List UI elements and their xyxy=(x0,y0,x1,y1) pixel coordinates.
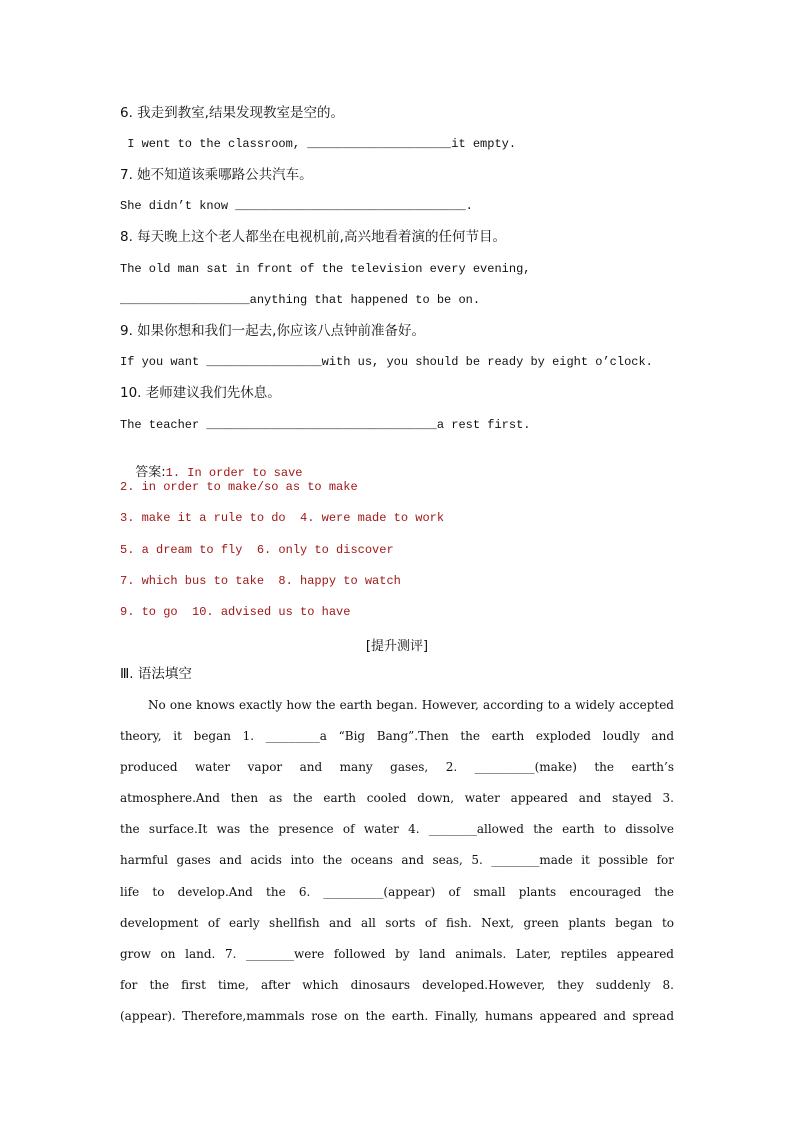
question-9-chinese: 9. 如果你想和我们一起去,你应该八点钟前准备好。 xyxy=(120,323,425,339)
question-8-english-line1: The old man sat in front of the television every evening, xyxy=(120,262,531,276)
passage-row: life to develop.And the 6. __________(appear) of small plants encouraged the xyxy=(120,884,674,899)
section-heading: [提升测评] xyxy=(365,639,429,654)
answer-line-5: 7. which bus to take 8. happy to watch xyxy=(120,574,401,588)
question-7-chinese: 7. 她不知道该乘哪路公共汽车。 xyxy=(120,167,313,183)
answer-text-1: 1. In order to save xyxy=(165,466,303,480)
passage-row: the surface.It was the presence of water 4. ________allowed the earth to dissolve xyxy=(120,822,674,837)
question-8-english-line2: __________________anything that happened to be on. xyxy=(120,293,481,307)
answer-line-3: 3. make it a rule to do 4. were made to work xyxy=(120,511,445,525)
passage-row: (appear). Therefore,mammals rose on the earth. Finally, humans appeared and spread xyxy=(120,1008,674,1023)
passage xyxy=(120,690,674,1032)
passage-row: No one knows exactly how the earth began. However, according to a widely accepted xyxy=(148,698,674,712)
section-title: Ⅲ. 语法填空 xyxy=(120,666,192,682)
passage-row: grow on land. 7. ________were followed by land animals. Later, reptiles appeared xyxy=(120,946,674,961)
passage-row: theory, it began 1. _________a “Big Bang”.Then the earth exploded loudly and xyxy=(120,729,674,744)
answer-label: 答案: xyxy=(135,465,166,480)
answer-line-2: 2. in order to make/so as to make xyxy=(120,480,358,494)
passage-row: for the first time, after which dinosaurs developed.However, they suddenly 8. xyxy=(120,977,674,992)
question-6-english: I went to the classroom, ____________________it empty. xyxy=(120,137,517,151)
question-7-english: She didn’t know ________________________________. xyxy=(120,199,473,213)
question-9-english: If you want ________________with us, you should be ready by eight o’clock. xyxy=(120,355,653,369)
passage-row: development of early shellfish and all sorts of fish. Next, green plants began to xyxy=(120,915,674,930)
question-10-english: The teacher ________________________________a rest first. xyxy=(120,418,531,432)
answer-line-6: 9. to go 10. advised us to have xyxy=(120,605,351,619)
question-10-chinese: 10. 老师建议我们先休息。 xyxy=(120,385,281,401)
answer-line-4: 5. a dream to fly 6. only to discover xyxy=(120,543,394,557)
passage-row: produced water vapor and many gases, 2. __________(make) the earth’s xyxy=(120,760,674,775)
passage-row: harmful gases and acids into the oceans and seas, 5. ________made it possible for xyxy=(120,853,674,868)
question-8-chinese: 8. 每天晚上这个老人都坐在电视机前,高兴地看着演的任何节目。 xyxy=(120,229,506,245)
passage-row: atmosphere.And then as the earth cooled down, water appeared and stayed 3. xyxy=(120,791,674,806)
question-6-chinese: 6. 我走到教室,结果发现教室是空的。 xyxy=(120,105,344,121)
